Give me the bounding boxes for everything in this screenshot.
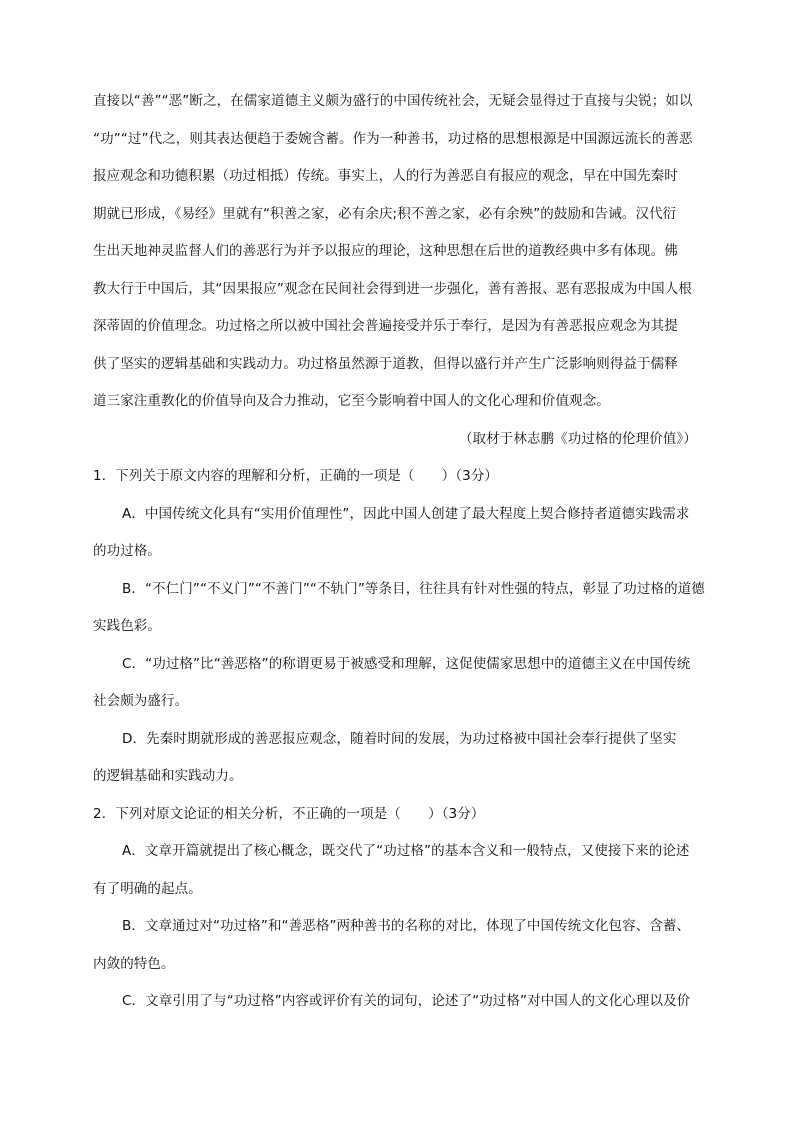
source-citation: （取材于林志鹏《功过格的伦理价值》） [458, 430, 697, 447]
text-line: 道三家注重教化的价值导向及合力推动，它至今影响着中国人的文化心理和价值观念。 [93, 393, 610, 409]
q1-option-d: D．先秦时期就形成的善恶报应观念，随着时间的发展，为功过格被中国社会奉行提供了坚实 [122, 730, 677, 747]
q2-option-a: A．文章开篇就提出了核心概念，既交代了“功过格”的基本含义和一般特点，又使接下来的论述 [122, 843, 690, 859]
text-line: 教大行于中国后，其“因果报应”观念在民间社会得到进一步强化，善有善报、恶有恶报成为中国人根 [93, 280, 692, 297]
q1-option-c: C．“功过格”比“善恶格”的称谓更易于被感受和理解，这促使儒家思想中的道德主义在中国传统 [122, 655, 691, 672]
text-line: 生出天地神灵监督人们的善恶行为并予以报应的理论，这种思想在后世的道教经典中多有体现。佛 [93, 243, 678, 259]
q2-option-c: C．文章引用了与“功过格”内容或评价有关的词句，论述了“功过格”对中国人的文化心理以及价 [122, 993, 691, 1009]
q2-option-b: B．文章通过对“功过格”和“善恶格”两种善书的名称的对比，体现了中国传统文化包容、含蓄、 [122, 918, 691, 934]
question-2-stem: 2．下列对原文论证的相关分析，不正确的一项是（ ）（3分） [93, 805, 485, 822]
passage-body [93, 92, 703, 1030]
text-line: 供了坚实的逻辑基础和实践动力。功过格虽然源于道教，但得以盛行并产生广泛影响则得益于儒释 [93, 355, 678, 372]
q1-option-b: B．“不仁门”“不义门”“不善门”“不轨门”等条目，往往具有针对性强的特点，彰显了功过格的道德 [122, 580, 705, 597]
q1-option-c-cont: 社会颇为盛行。 [93, 693, 189, 709]
q1-option-a-cont: 的功过格。 [93, 543, 161, 559]
text-line: 深蒂固的价值理念。功过格之所以被中国社会普遍接受并乐于奉行，是因为有善恶报应观念为其提 [93, 318, 678, 334]
text-line: 期就已形成，《易经》里就有“积善之家，必有余庆;积不善之家，必有余殃”的鼓励和告诫。汉代衍 [93, 205, 677, 222]
q2-option-b-cont: 内敛的特色。 [93, 955, 175, 972]
q2-option-a-cont: 有了明确的起点。 [93, 880, 202, 897]
question-1-stem: 1．下列关于原文内容的理解和分析，正确的一项是（ ）（3分） [93, 468, 499, 484]
q1-option-d-cont: 的逻辑基础和实践动力。 [93, 768, 243, 784]
text-line: 直接以“善”“恶”断之，在儒家道德主义颇为盛行的中国传统社会，无疑会显得过于直接与尖锐；如以 [93, 93, 693, 109]
text-line: 报应观念和功德积累（功过相抵）传统。事实上，人的行为善恶自有报应的观念，早在中国先秦时 [93, 168, 678, 184]
q1-option-a: A．中国传统文化具有“实用价值理性”，因此中国人创建了最大程度上契合修持者道德实践需求 [122, 505, 690, 522]
q1-option-b-cont: 实践色彩。 [93, 618, 161, 634]
text-line: “功”“过”代之，则其表达便趋于委婉含蓄。作为一种善书，功过格的思想根源是中国源远流长的善恶 [93, 130, 693, 147]
